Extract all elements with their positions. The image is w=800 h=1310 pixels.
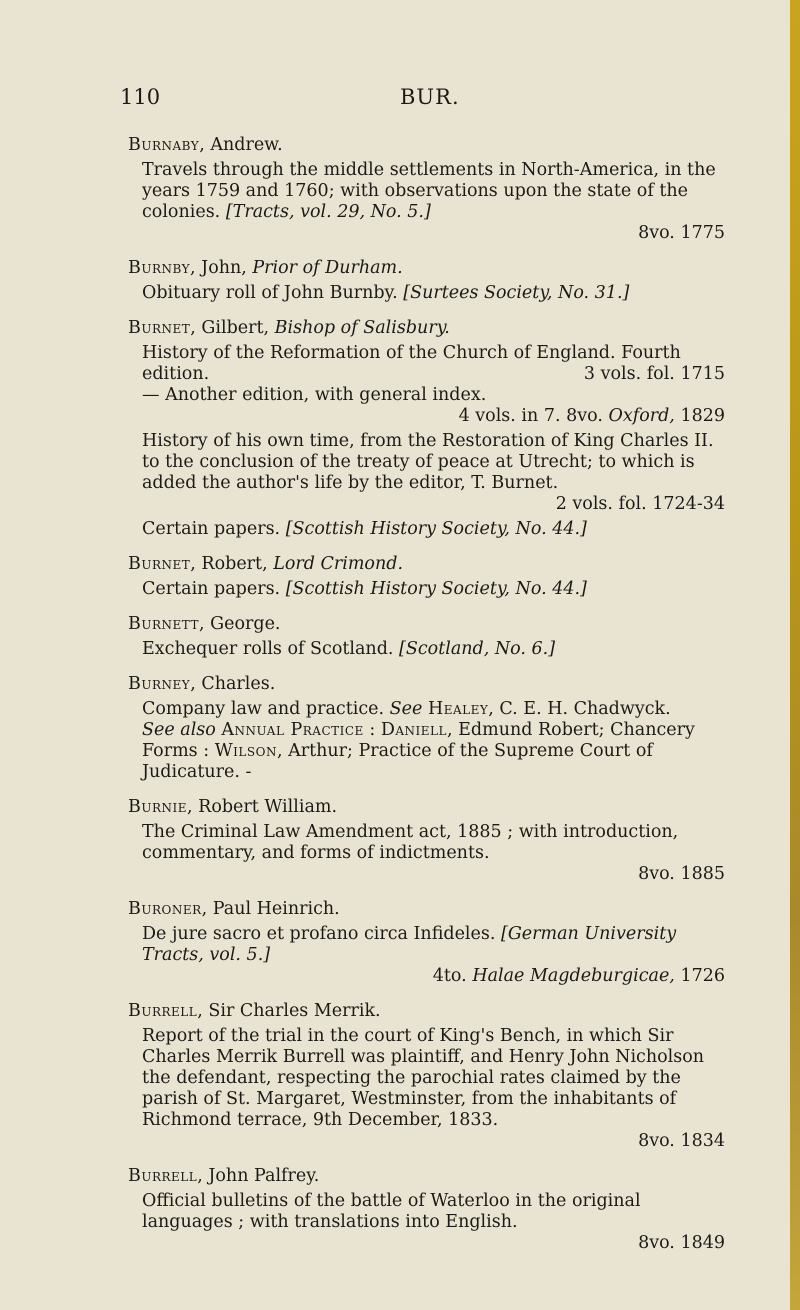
- cross-reference: Healey: [427, 699, 489, 719]
- author-title: Bishop of Salisbury.: [274, 318, 450, 338]
- cross-reference: Daniell: [380, 720, 447, 740]
- series-note: [Scottish History Society, No. 44.]: [285, 519, 587, 539]
- cross-reference: Wilson: [214, 741, 277, 761]
- entry-text: Report of the trial in the court of King's Bench, in which Sir Charles Merrik Burrell was plaintiff, and Henry John Nicholson the defendant, respecting the parochial rates claimed by the parish of St. Margaret, Westminster, from the inhabitants of Richmond terrace, 9th December, 1833.: [142, 1026, 705, 1130]
- entry-burnet-robert: [130, 554, 725, 600]
- entry-text: Official bulletins of the battle of Waterloo in the original languages ; with translations into English.: [142, 1191, 641, 1232]
- entry-text: History of his own time, from the Restoration of King Charles II. to the conclusion of the treaty of peace at Utrecht; to which is added the author's life by the editor, T. Burnet.: [142, 431, 714, 493]
- entry-text: The Criminal Law Amendment act, 1885 ; with introduction, commentary, and forms of indictments.: [142, 822, 679, 863]
- entry-heading: Burrell, John Palfrey.: [128, 1166, 320, 1186]
- author-title: Lord Crimond.: [273, 554, 404, 574]
- entry-heading: Buroner, Paul Heinrich.: [128, 899, 340, 919]
- entry-burrell-charles: [130, 1001, 725, 1152]
- imprint-line: edition. 3 vols. fol. 1715: [142, 364, 725, 384]
- entry-text: History of the Reformation of the Church of England. Fourth: [142, 343, 681, 363]
- entry-text: — Another edition, with general index.: [142, 385, 487, 405]
- entry-heading: Burnet, Gilbert, Bishop of Salisbury.: [128, 318, 450, 338]
- page-header: [0, 85, 792, 115]
- author-title: Prior of Durham.: [252, 258, 403, 278]
- series-note: [Scotland, No. 6.]: [399, 639, 556, 659]
- entry-heading: Burrell, Sir Charles Merrik.: [128, 1001, 381, 1021]
- imprint: 8vo. 1834: [638, 1131, 725, 1151]
- page-number: 110: [120, 85, 161, 109]
- entry-text: Certain papers. [Scottish History Society, No. 44.]: [142, 519, 587, 539]
- entry-burrell-john: [130, 1166, 725, 1254]
- entry-burnaby: [130, 135, 725, 244]
- entry-text: Company law and practice. See Healey, C. E. H. Chadwyck.: [142, 699, 671, 719]
- entry-burnby: [130, 258, 725, 304]
- entry-burnie: [130, 797, 725, 885]
- running-head: BUR.: [400, 85, 460, 109]
- entry-text: See also Annual Practice : Daniell, Edmund Robert; Chancery Forms : Wilson, Arthur; Practice of the Supreme Court of Judicature. -: [142, 720, 695, 782]
- author-given: , Andrew.: [199, 135, 283, 155]
- imprint: 8vo. 1885: [638, 864, 725, 884]
- series-note: [Scottish History Society, No. 44.]: [285, 579, 587, 599]
- entry-heading: Burney, Charles.: [128, 674, 276, 694]
- imprint: 8vo. 1849: [638, 1233, 725, 1253]
- catalogue-entries: [130, 135, 725, 1268]
- author-surname: Burnaby: [128, 135, 200, 155]
- series-note: [German University Tracts, vol. 5.]: [142, 924, 677, 965]
- series-note: [Tracts, vol. 29, No. 5.]: [225, 202, 431, 222]
- entry-heading: Burnet, Robert, Lord Crimond.: [128, 554, 404, 574]
- imprint: 8vo. 1775: [638, 223, 725, 243]
- entry-burnett: [130, 614, 725, 660]
- entry-text: Certain papers. [Scottish History Society, No. 44.]: [142, 579, 587, 599]
- entry-heading: Burnett, George.: [128, 614, 281, 634]
- cross-reference: Annual Practice: [221, 720, 364, 740]
- imprint: 2 vols. fol. 1724-34: [555, 494, 725, 514]
- entry-heading: Burnby, John, Prior of Durham.: [128, 258, 403, 278]
- entry-heading: Burnie, Robert William.: [128, 797, 338, 817]
- entry-burney: [130, 674, 725, 783]
- imprint: 4to. Halae Magdeburgicae, 1726: [432, 966, 725, 986]
- entry-text: Obituary roll of John Burnby. [Surtees Society, No. 31.]: [142, 283, 630, 303]
- entry-burnet-gilbert: [130, 318, 725, 540]
- entry-text: Travels through the middle settlements in North-America, in the years 1759 and 1760; with observations upon the state of the colonies. [Tracts, vol. 29, No. 5.]: [142, 160, 716, 222]
- imprint: 4 vols. in 7. 8vo. Oxford, 1829: [458, 406, 725, 426]
- entry-buroner: [130, 899, 725, 987]
- entry-heading: [128, 135, 725, 156]
- entry-text: De jure sacro et profano circa Infideles. [German University Tracts, vol. 5.]: [142, 924, 677, 965]
- entry-text: Exchequer rolls of Scotland. [Scotland, No. 6.]: [142, 639, 556, 659]
- gilt-page-edge: [790, 0, 800, 1310]
- series-note: [Surtees Society, No. 31.]: [403, 283, 630, 303]
